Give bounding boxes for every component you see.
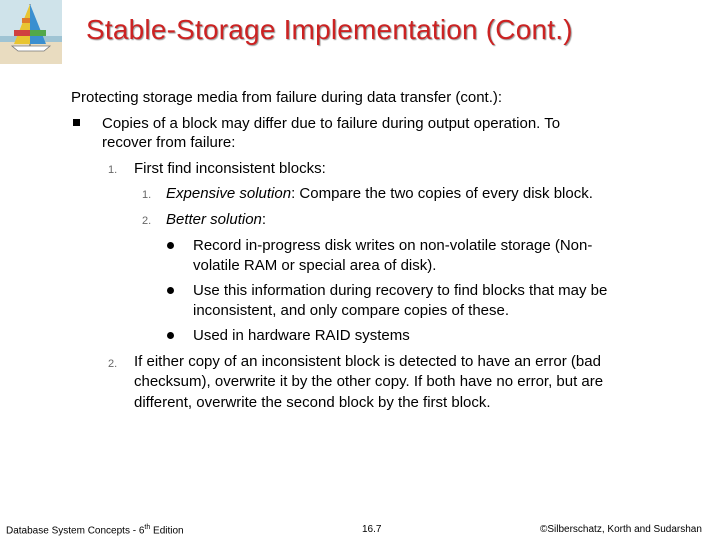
sub1-label: Expensive solution — [166, 185, 292, 202]
sub2-number: 2. — [142, 215, 152, 227]
intro-text: Protecting storage media from failure during data transfer (cont.): — [71, 89, 503, 106]
step1-text: First find inconsistent blocks: — [134, 160, 326, 177]
bullet-text-line2: recover from failure: — [102, 134, 236, 151]
point1-line1: Record in-progress disk writes on non-volatile storage (Non- — [193, 237, 593, 254]
footer-left-sup: th — [144, 524, 151, 531]
footer-left — [6, 524, 184, 536]
footer-page-number: 16.7 — [362, 524, 382, 535]
bullet-text-line1: Copies of a block may differ due to failure during output operation. To — [102, 115, 561, 132]
sub1-rest: : Compare the two copies of every disk block. — [291, 185, 593, 202]
sub2-text — [166, 210, 266, 230]
square-bullet-icon — [73, 119, 80, 126]
sub2-label: Better solution — [166, 211, 262, 228]
step1-number: 1. — [108, 164, 118, 176]
step2-line3: different, overwrite the second block by the first block. — [134, 394, 491, 411]
step2-line2: checksum), overwrite it by the other copy. If both have no error, but are — [134, 373, 604, 390]
sailboat-beach-icon — [0, 0, 62, 64]
sub1-text — [166, 184, 593, 204]
point2-line2: inconsistent, and only compare copies of these. — [193, 302, 510, 319]
footer-copyright: ©Silberschatz, Korth and Sudarshan — [540, 524, 702, 535]
sub2-rest: : — [261, 211, 267, 228]
round-bullet-icon — [167, 332, 174, 339]
point1-line2: volatile RAM or special area of disk). — [193, 257, 437, 274]
step2-number: 2. — [108, 358, 118, 370]
step2-line1: If either copy of an inconsistent block is detected to have an error (bad — [134, 353, 601, 370]
sub1-number: 1. — [142, 189, 152, 201]
footer-left-prefix: Database System Concepts - 6 — [6, 525, 145, 537]
page-title: Stable-Storage Implementation (Cont.) — [86, 14, 573, 45]
round-bullet-icon — [167, 287, 174, 294]
point3-line1: Used in hardware RAID systems — [193, 327, 410, 344]
footer-left-suffix: Edition — [150, 525, 184, 537]
round-bullet-icon — [167, 242, 174, 249]
point2-line1: Use this information during recovery to find blocks that may be — [193, 282, 608, 299]
